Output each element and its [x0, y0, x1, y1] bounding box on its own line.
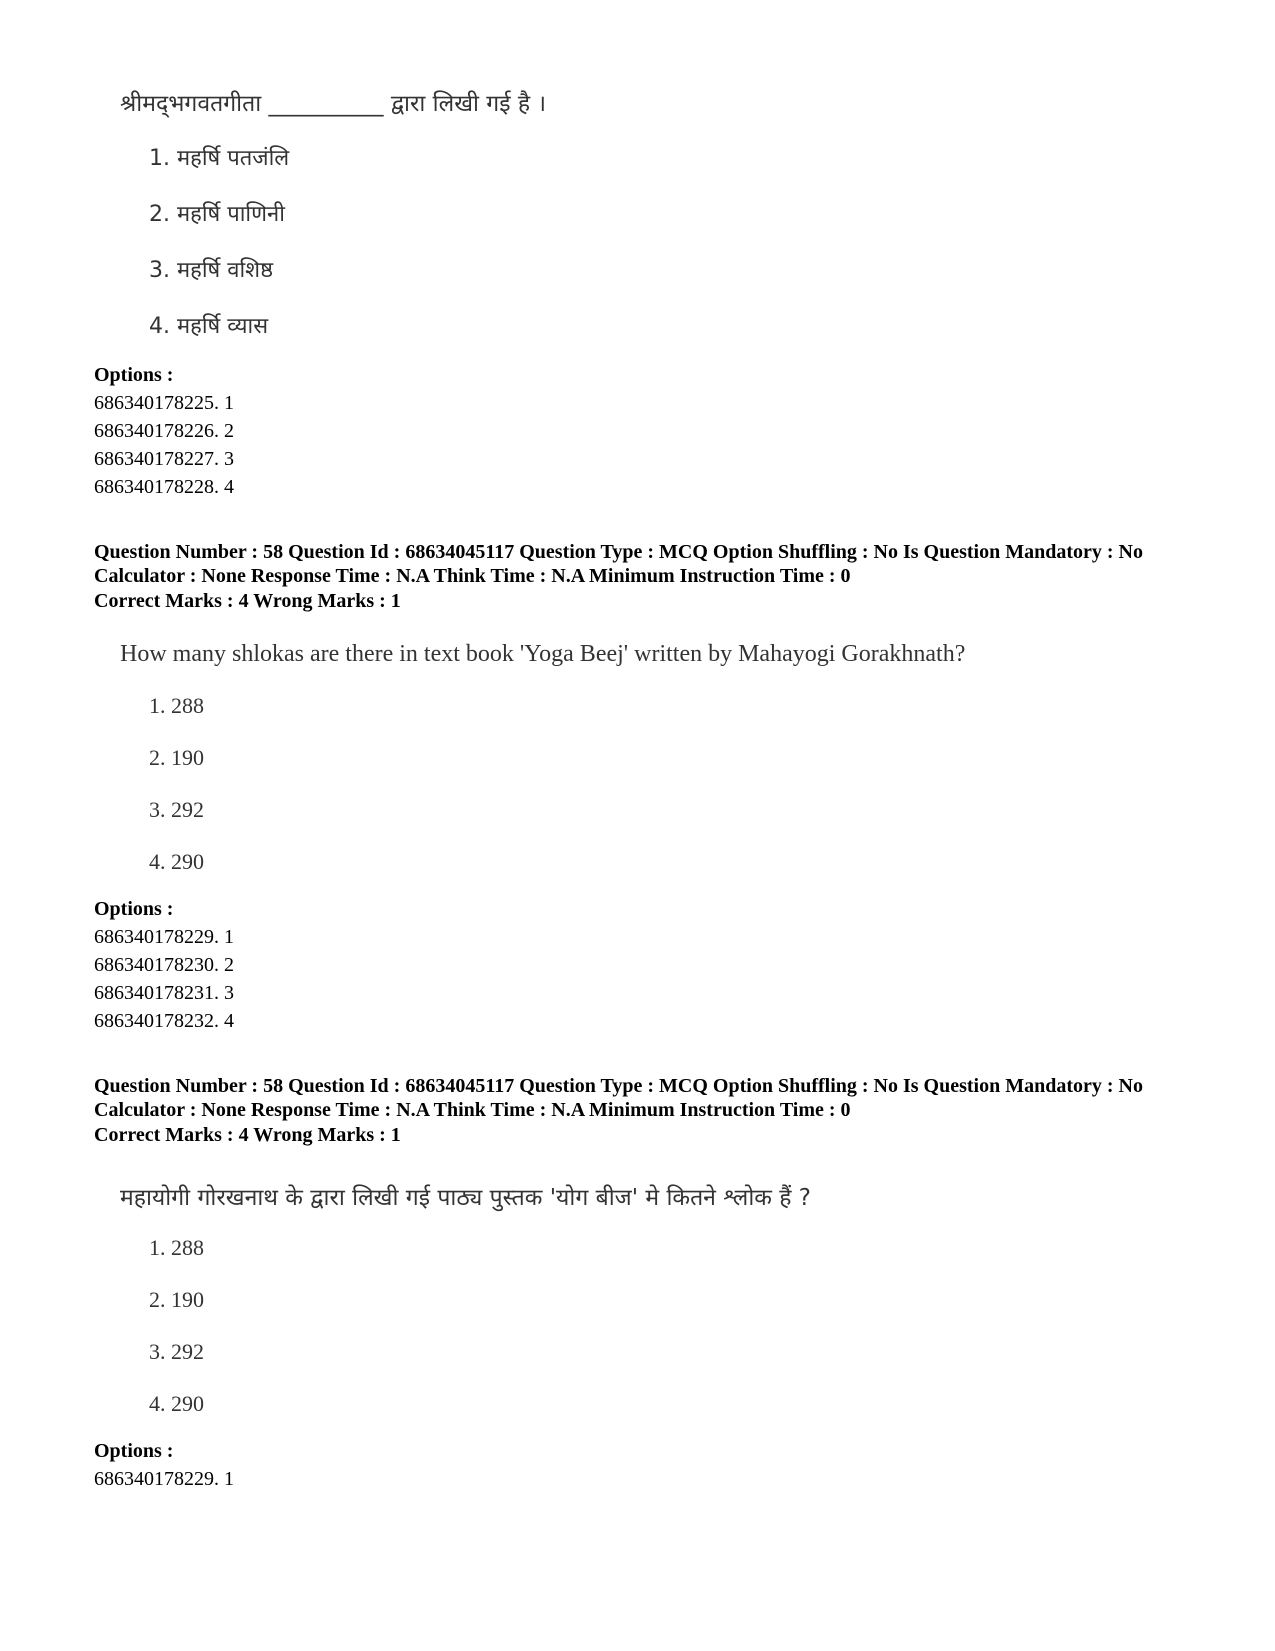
- question-choice: 2. महर्षि पाणिनी: [149, 202, 285, 227]
- option-id-line: 686340178229. 1: [94, 1468, 234, 1490]
- question-text: महायोगी गोरखनाथ के द्वारा लिखी गई पाठ्य पुस्तक 'योग बीज' मे कितने श्लोक हैं ?: [120, 1185, 811, 1211]
- question-choice: 3. महर्षि वशिष्ठ: [149, 258, 274, 283]
- question-choice: 3. 292: [149, 797, 204, 822]
- option-id-line: 686340178230. 2: [94, 954, 234, 976]
- options-label: Options :: [94, 364, 174, 386]
- question-choice: 1. 288: [149, 1235, 204, 1260]
- option-id-line: 686340178228. 4: [94, 476, 234, 498]
- option-id-line: 686340178229. 1: [94, 926, 234, 948]
- option-id-line: 686340178232. 4: [94, 1010, 234, 1032]
- question-choice: 2. 190: [149, 1287, 204, 1312]
- option-id-line: 686340178225. 1: [94, 392, 234, 414]
- option-id-line: 686340178227. 3: [94, 448, 234, 470]
- question-choice: 1. महर्षि पतजंलि: [149, 146, 290, 171]
- question-marks: Correct Marks : 4 Wrong Marks : 1: [94, 1124, 401, 1146]
- options-label: Options :: [94, 898, 174, 920]
- question-choice: 4. 290: [149, 849, 204, 874]
- question-text: How many shlokas are there in text book 'Yoga Beej' written by Mahayogi Gorakhnath?: [120, 641, 966, 667]
- question-choice: 4. 290: [149, 1391, 204, 1416]
- options-label: Options :: [94, 1440, 174, 1462]
- option-id-line: 686340178226. 2: [94, 420, 234, 442]
- question-choice: 3. 292: [149, 1339, 204, 1364]
- question-meta: Question Number : 58 Question Id : 68634045117 Question Type : MCQ Option Shuffling : No Is Question Mandatory : No Calculator : None Response Time : N.A Think Time : N.A Minimum Instruction Time : 0: [94, 1075, 1143, 1121]
- question-text: श्रीमद्‍भगवतगीता __________ द्वारा लिखी गई है ।: [120, 91, 547, 117]
- question-marks: Correct Marks : 4 Wrong Marks : 1: [94, 590, 401, 612]
- question-choice: 2. 190: [149, 745, 204, 770]
- question-meta: Question Number : 58 Question Id : 68634045117 Question Type : MCQ Option Shuffling : No Is Question Mandatory : No Calculator : None Response Time : N.A Think Time : N.A Minimum Instruction Time : 0: [94, 541, 1143, 587]
- question-choice: 1. 288: [149, 693, 204, 718]
- question-choice: 4. महर्षि व्यास: [149, 314, 269, 339]
- option-id-line: 686340178231. 3: [94, 982, 234, 1004]
